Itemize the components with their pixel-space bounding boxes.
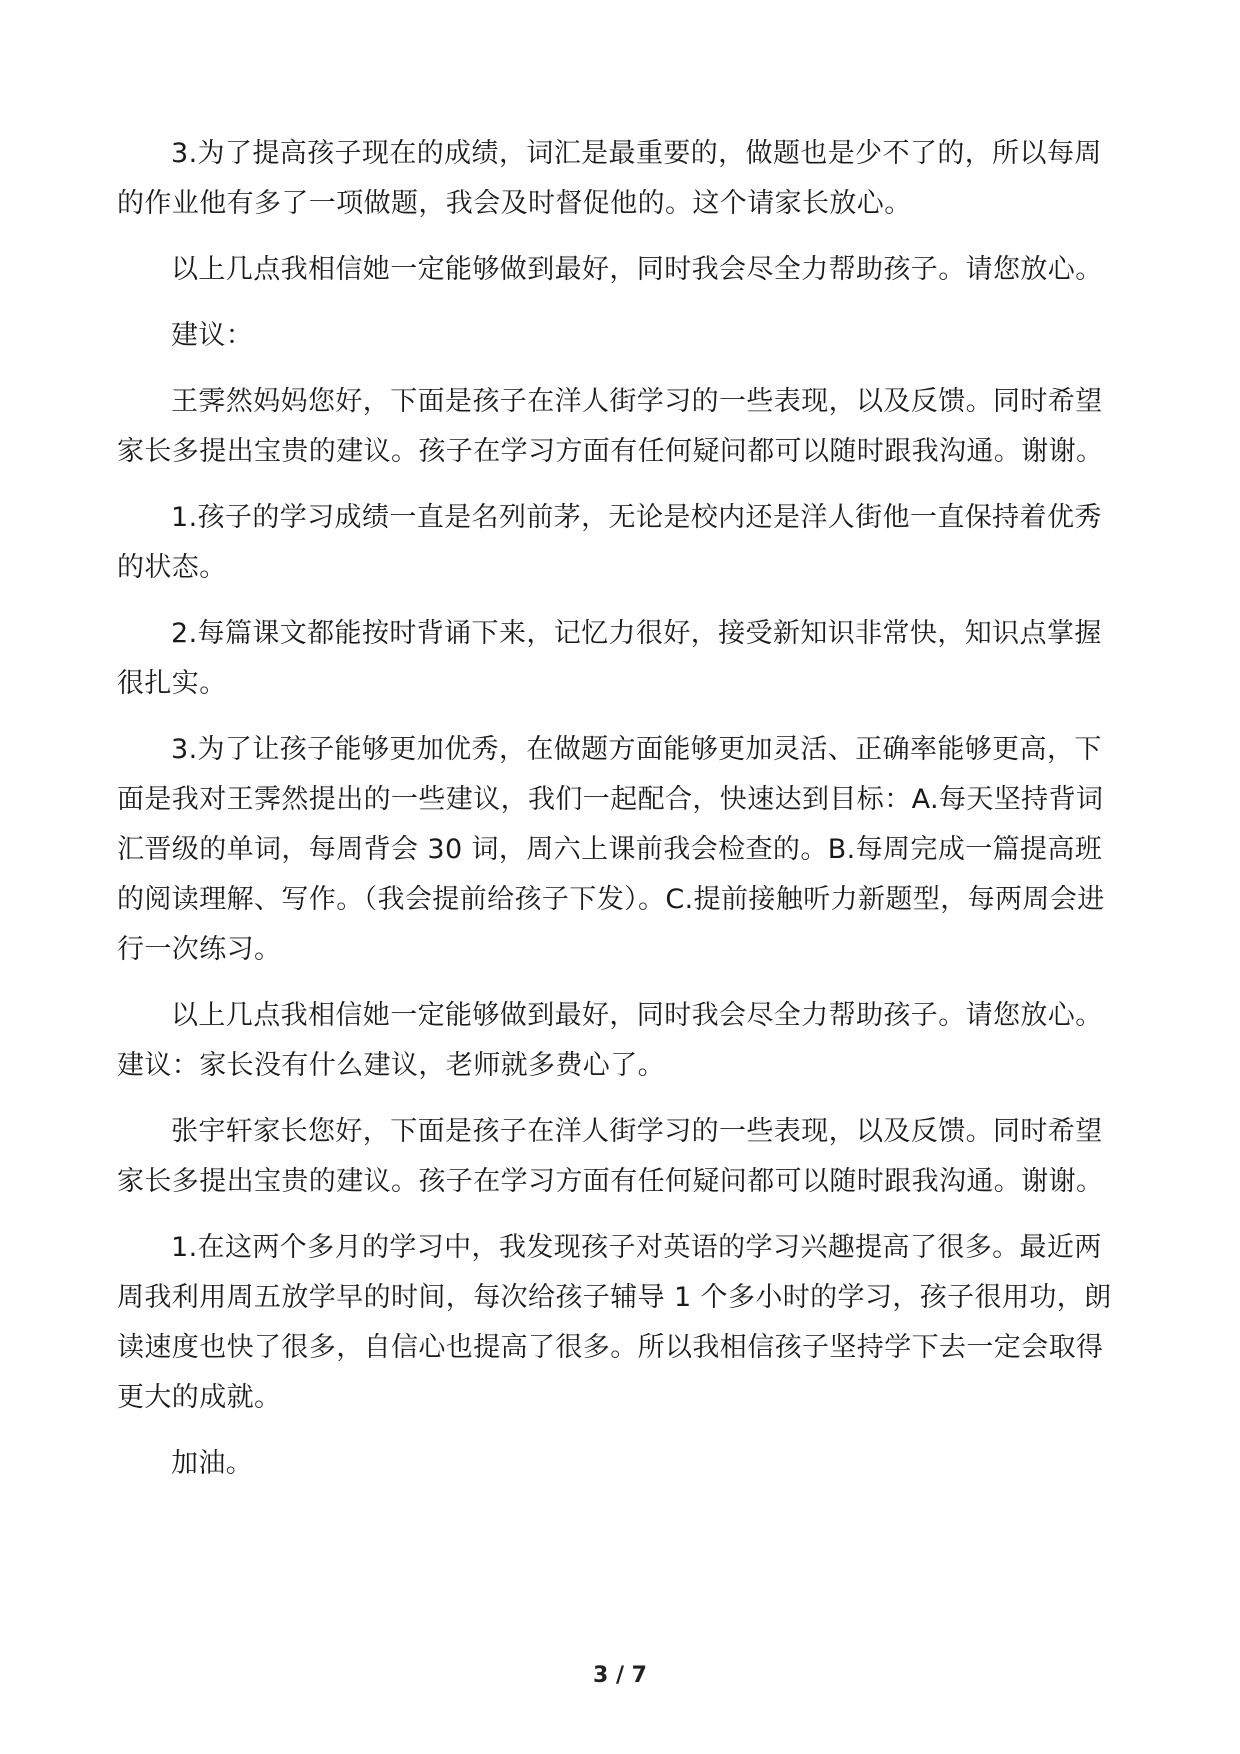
paragraph: 建议： (171, 320, 254, 351)
paragraph: 3.为了提高孩子现在的成绩，词汇是最重要的，做题也是少不了的，所以每周的作业他有多了一项做题，我会及时督促他的。这个请家长放心。 (117, 138, 1102, 219)
page-number: 3 / 7 (593, 1663, 647, 1688)
paragraph: 1.在这两个多月的学习中，我发现孩子对英语的学习兴趣提高了很多。最近两周我利用周五放学早的时间，每次给孩子辅导 1 个多小时的学习，孩子很用功，朗读速度也快了很多，自信心也提高了很多。所以我相信孩子坚持学下去一定会取得更大的成就。 (117, 1232, 1112, 1413)
paragraph: 以上几点我相信她一定能够做到最好，同时我会尽全力帮助孩子。请您放心。建议：家长没有什么建议，老师就多费心了。 (117, 1000, 1103, 1081)
paragraph: 以上几点我相信她一定能够做到最好，同时我会尽全力帮助孩子。请您放心。 (171, 254, 1103, 285)
paragraph: 1.孩子的学习成绩一直是名列前茅，无论是校内还是洋人街他一直保持着优秀的状态。 (117, 502, 1102, 583)
paragraph: 张宇轩家长您好，下面是孩子在洋人街学习的一些表现，以及反馈。同时希望家长多提出宝贵的建议。孩子在学习方面有任何疑问都可以随时跟我沟通。谢谢。 (117, 1116, 1104, 1197)
document-body (117, 129, 1122, 1505)
paragraph: 2.每篇课文都能按时背诵下来，记忆力很好，接受新知识非常快，知识点掌握很扎实。 (117, 618, 1102, 699)
paragraph: 3.为了让孩子能够更加优秀，在做题方面能够更加灵活、正确率能够更高，下面是我对王霁然提出的一些建议，我们一起配合，快速达到目标：A.每天坚持背词汇晋级的单词，每周背会 30 词，周六上课前我会检查的。B.每周完成一篇提高班的阅读理解、写作。（我会提前给孩子下发）。C.提前接触听力新题型，每两周会进行一次练习。 (117, 734, 1105, 965)
paragraph: 王霁然妈妈您好，下面是孩子在洋人街学习的一些表现，以及反馈。同时希望家长多提出宝贵的建议。孩子在学习方面有任何疑问都可以随时跟我沟通。谢谢。 (117, 386, 1104, 467)
paragraph: 加油。 (171, 1448, 254, 1479)
